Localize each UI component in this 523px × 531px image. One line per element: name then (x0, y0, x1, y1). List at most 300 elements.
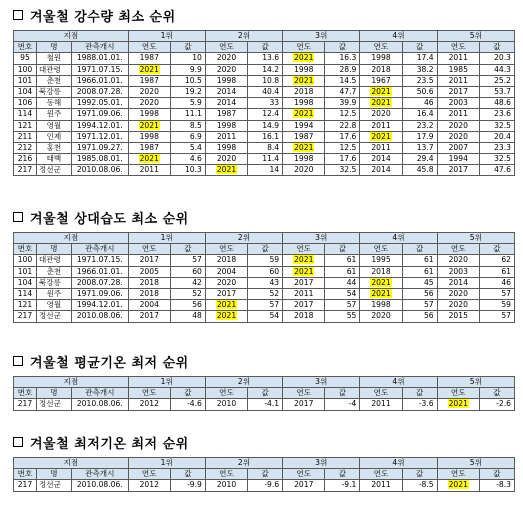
rank-value: 14.5 (325, 75, 360, 86)
header-year: 연도 (128, 469, 170, 480)
rank-year: 1998 (283, 64, 325, 75)
subheader-row (14, 244, 515, 255)
station-number: 121 (14, 300, 37, 311)
station-name: 정선군 (36, 399, 71, 410)
station-name: 북강릉 (36, 86, 71, 97)
rank-value: 57 (402, 300, 437, 311)
highlight-year: 2021 (216, 300, 237, 310)
header-station: 지점 (14, 233, 129, 244)
table-row (14, 399, 515, 410)
rank-value: 12.5 (325, 109, 360, 120)
rank-year: 2020 (283, 165, 325, 176)
section-title: 겨울철 최저기온 최저 순위 (13, 433, 515, 451)
rank-value: 17.6 (325, 131, 360, 142)
header-year: 연도 (205, 388, 247, 399)
rank-year: 1998 (205, 120, 247, 131)
header-value: 값 (248, 388, 283, 399)
rank-year: 2014 (360, 165, 402, 176)
header-year: 연도 (437, 388, 479, 399)
rank-year: 1987 (128, 142, 170, 153)
checkbox-square-icon (13, 356, 23, 366)
rank-year: 2020 (205, 53, 247, 64)
rank-year (360, 98, 402, 109)
rank-value: 44.3 (479, 64, 514, 75)
rank-value: 16.1 (248, 131, 283, 142)
rank-value: 54 (248, 311, 283, 322)
rank-year: 2014 (360, 154, 402, 165)
header-rank: 1위 (128, 377, 205, 388)
highlight-year: 2021 (371, 131, 391, 141)
table-row (14, 300, 515, 311)
station-number: 114 (14, 109, 37, 120)
station-name: 정선군 (36, 165, 71, 176)
rank-value: 59 (479, 300, 514, 311)
rank-year: 2012 (128, 480, 170, 491)
header-year: 연도 (360, 469, 402, 480)
rank-year: 1998 (283, 154, 325, 165)
header-no: 번호 (14, 469, 37, 480)
rank-year (360, 288, 402, 299)
rank-value: 61 (479, 266, 514, 277)
rank-year: 1998 (283, 98, 325, 109)
rank-year: 2012 (128, 399, 170, 410)
header-row (14, 233, 515, 244)
rank-value: 62 (479, 255, 514, 266)
rank-year: 1998 (128, 109, 170, 120)
rank-value: 47.6 (479, 165, 514, 176)
station-number: 100 (14, 64, 37, 75)
station-name: 홍천 (36, 142, 71, 153)
rank-year: 2003 (437, 266, 479, 277)
station-name: 태백 (36, 154, 71, 165)
rank-value: 12.5 (325, 142, 360, 153)
station-number: 216 (14, 154, 37, 165)
station-name: 북강릉 (36, 277, 71, 288)
rank-value: 10 (170, 53, 205, 64)
rank-year: 2011 (360, 399, 402, 410)
rank-value: 60 (170, 266, 205, 277)
rank-value: 42 (170, 277, 205, 288)
header-rank: 5위 (437, 233, 514, 244)
header-row (14, 458, 515, 469)
header-year: 연도 (128, 388, 170, 399)
station-name: 대관령 (36, 255, 71, 266)
rank-value: 32.5 (479, 120, 514, 131)
rank-value: 28.9 (325, 64, 360, 75)
section-winter-humidity (13, 208, 515, 323)
rank-year: 2010 (205, 399, 247, 410)
rank-value: 61 (325, 255, 360, 266)
highlight-year: 2021 (294, 266, 314, 276)
rank-value: 33 (248, 98, 283, 109)
table-row (14, 64, 515, 75)
header-value: 값 (479, 42, 514, 53)
observation-start: 1971.12.01. (71, 131, 128, 142)
rank-year (128, 154, 170, 165)
rank-year: 2020 (360, 109, 402, 120)
rank-year: 2015 (437, 311, 479, 322)
rank-year (360, 86, 402, 97)
rank-year (205, 300, 247, 311)
rank-value: 43 (248, 277, 283, 288)
rank-value: -3.6 (402, 399, 437, 410)
rank-year (283, 53, 325, 64)
header-year: 연도 (128, 244, 170, 255)
rank-value: 52 (170, 288, 205, 299)
rank-year: 1998 (360, 53, 402, 64)
header-station: 지점 (14, 31, 129, 42)
observation-start: 1971.09.06. (71, 288, 128, 299)
observation-start: 1966.01.01. (71, 266, 128, 277)
rank-year: 1987 (283, 131, 325, 142)
header-year: 연도 (360, 244, 402, 255)
rank-value: 23.5 (402, 75, 437, 86)
rank-value: 61 (402, 266, 437, 277)
rank-year: 1987 (128, 53, 170, 64)
header-value: 값 (248, 244, 283, 255)
rank-year: 2017 (283, 480, 325, 491)
rank-year: 1985 (437, 64, 479, 75)
header-row (14, 377, 515, 388)
station-number: 101 (14, 75, 37, 86)
rank-value: 22.8 (325, 120, 360, 131)
highlight-year: 2021 (371, 87, 391, 97)
station-number: 211 (14, 131, 37, 142)
rank-year: 2011 (360, 480, 402, 491)
rank-year (283, 142, 325, 153)
rank-year: 2017 (205, 288, 247, 299)
rank-value: 14 (248, 165, 283, 176)
observation-start: 1971.09.06. (71, 109, 128, 120)
header-name: 명 (36, 388, 71, 399)
checkbox-square-icon (13, 437, 23, 447)
header-no: 번호 (14, 42, 37, 53)
rank-year: 2018 (128, 288, 170, 299)
header-rank: 5위 (437, 31, 514, 42)
header-rank: 4위 (360, 458, 437, 469)
rank-value: 12.4 (248, 109, 283, 120)
rank-year: 2017 (283, 399, 325, 410)
station-number: 104 (14, 86, 37, 97)
rank-year (128, 120, 170, 131)
header-rank: 5위 (437, 377, 514, 388)
rank-value: 61 (325, 266, 360, 277)
rank-value: 10.8 (248, 75, 283, 86)
rank-year: 2014 (205, 98, 247, 109)
rank-year (437, 399, 479, 410)
rank-value: -9.6 (248, 480, 283, 491)
highlight-year: 2021 (294, 109, 314, 119)
rank-value: 10.3 (170, 165, 205, 176)
rank-value: 57 (248, 300, 283, 311)
header-value: 값 (402, 469, 437, 480)
rank-value: 17.4 (402, 53, 437, 64)
header-year: 연도 (360, 42, 402, 53)
header-rank: 4위 (360, 233, 437, 244)
rank-value: 50.6 (402, 86, 437, 97)
header-value: 값 (325, 469, 360, 480)
rank-year: 2004 (128, 300, 170, 311)
rank-year (283, 255, 325, 266)
rank-value: 25.2 (479, 75, 514, 86)
header-start: 관측개시 (71, 244, 128, 255)
checkbox-square-icon (13, 212, 23, 222)
rank-value: 60 (248, 266, 283, 277)
station-name: 인제 (36, 131, 71, 142)
rank-value: 38.2 (402, 64, 437, 75)
station-name: 정선군 (36, 311, 71, 322)
observation-start: 1992.05.01. (71, 98, 128, 109)
observation-start: 2010.08.06. (71, 399, 128, 410)
header-value: 값 (170, 42, 205, 53)
header-year: 연도 (283, 388, 325, 399)
rank-year: 2011 (205, 131, 247, 142)
rank-value: 54 (325, 288, 360, 299)
rank-year: 2020 (205, 64, 247, 75)
rank-value: 40.4 (248, 86, 283, 97)
rank-year: 2005 (128, 266, 170, 277)
station-number: 217 (14, 399, 37, 410)
station-number: 114 (14, 288, 37, 299)
header-rank: 2위 (205, 233, 282, 244)
rank-value: 10.5 (170, 75, 205, 86)
rank-value: 45.8 (402, 165, 437, 176)
header-rank: 3위 (283, 233, 360, 244)
station-name: 원주 (36, 109, 71, 120)
rank-value: 55 (325, 311, 360, 322)
header-rank: 3위 (283, 31, 360, 42)
table-row (14, 131, 515, 142)
table-row (14, 165, 515, 176)
highlight-year: 2021 (139, 154, 159, 164)
header-no: 번호 (14, 388, 37, 399)
section-winter-avg-temp (13, 352, 515, 411)
table-row (14, 53, 515, 64)
rank-value: -8.5 (402, 480, 437, 491)
rank-year: 2020 (437, 120, 479, 131)
ranking-table (13, 232, 515, 323)
station-number: 217 (14, 165, 37, 176)
header-year: 연도 (205, 42, 247, 53)
highlight-year: 2021 (139, 64, 159, 74)
rank-year (205, 311, 247, 322)
rank-year (205, 165, 247, 176)
station-number: 217 (14, 480, 37, 491)
header-year: 연도 (205, 244, 247, 255)
observation-start: 2010.08.06. (71, 165, 128, 176)
header-value: 값 (479, 244, 514, 255)
rank-value: 19.2 (170, 86, 205, 97)
rank-value: -9.1 (325, 480, 360, 491)
rank-year: 1998 (360, 300, 402, 311)
station-number: 106 (14, 98, 37, 109)
table-row (14, 109, 515, 120)
observation-start: 1985.08.01. (71, 154, 128, 165)
rank-year: 1987 (205, 109, 247, 120)
header-value: 값 (325, 388, 360, 399)
rank-year: 2020 (437, 131, 479, 142)
rank-year: 2018 (360, 64, 402, 75)
table-row (14, 75, 515, 86)
observation-start: 1971.09.27. (71, 142, 128, 153)
observation-start: 2010.08.06. (71, 480, 128, 491)
header-year: 연도 (437, 244, 479, 255)
rank-value: -4 (325, 399, 360, 410)
header-rank: 2위 (205, 31, 282, 42)
rank-value: 45 (402, 277, 437, 288)
header-value: 값 (325, 244, 360, 255)
highlight-year: 2021 (448, 480, 468, 490)
rank-value: 20.4 (479, 131, 514, 142)
header-name: 명 (36, 42, 71, 53)
table-row (14, 266, 515, 277)
rank-year: 2018 (205, 255, 247, 266)
header-year: 연도 (437, 469, 479, 480)
highlight-year: 2021 (294, 75, 314, 85)
header-value: 값 (402, 244, 437, 255)
subheader-row (14, 42, 515, 53)
rank-value: 46 (479, 277, 514, 288)
header-rank: 3위 (283, 458, 360, 469)
rank-year: 2011 (437, 75, 479, 86)
header-name: 명 (36, 244, 71, 255)
rank-value: 17.6 (325, 154, 360, 165)
rank-value: 5.4 (170, 142, 205, 153)
rank-value: 11.4 (248, 154, 283, 165)
rank-value: 13.7 (402, 142, 437, 153)
rank-year: 2018 (283, 86, 325, 97)
station-name: 원주 (36, 288, 71, 299)
rank-value: 5.9 (170, 98, 205, 109)
header-start: 관측개시 (71, 469, 128, 480)
rank-year: 2017 (283, 277, 325, 288)
rank-value: 16.3 (325, 53, 360, 64)
rank-value: 53.7 (479, 86, 514, 97)
rank-year: 2018 (283, 311, 325, 322)
highlight-year: 2021 (371, 98, 391, 108)
rank-year: 2020 (437, 300, 479, 311)
station-name: 영월 (36, 300, 71, 311)
station-name: 정선군 (36, 480, 71, 491)
rank-year: 2017 (128, 311, 170, 322)
header-row (14, 31, 515, 42)
station-name: 영월 (36, 120, 71, 131)
rank-year: 2017 (437, 165, 479, 176)
highlight-year: 2021 (294, 53, 314, 63)
ranking-table (13, 376, 515, 411)
section-title: 겨울철 상대습도 최소 순위 (13, 208, 515, 226)
section-winter-precipitation (13, 6, 515, 176)
header-rank: 2위 (205, 377, 282, 388)
header-rank: 5위 (437, 458, 514, 469)
table-row (14, 120, 515, 131)
header-year: 연도 (128, 42, 170, 53)
rank-year: 2020 (128, 86, 170, 97)
station-name: 철원 (36, 53, 71, 64)
header-no: 번호 (14, 244, 37, 255)
checkbox-square-icon (13, 10, 23, 20)
highlight-year: 2021 (294, 142, 314, 152)
header-rank: 1위 (128, 458, 205, 469)
rank-year: 2011 (360, 142, 402, 153)
rank-year: 2003 (437, 98, 479, 109)
rank-year (283, 109, 325, 120)
rank-year (128, 64, 170, 75)
header-year: 연도 (283, 469, 325, 480)
rank-value: 8.4 (248, 142, 283, 153)
station-number: 95 (14, 53, 37, 64)
rank-year: 2020 (437, 255, 479, 266)
observation-start: 1994.12.01. (71, 120, 128, 131)
highlight-year: 2021 (371, 289, 391, 299)
rank-value: -9.9 (170, 480, 205, 491)
section-title: 겨울철 강수량 최소 순위 (13, 6, 515, 24)
rank-year: 1967 (360, 75, 402, 86)
rank-year: 1987 (128, 75, 170, 86)
rank-value: 4.6 (170, 154, 205, 165)
rank-year: 2014 (437, 277, 479, 288)
rank-value: 32.5 (325, 165, 360, 176)
highlight-year: 2021 (216, 165, 237, 175)
table-row (14, 86, 515, 97)
header-rank: 1위 (128, 31, 205, 42)
rank-value: -8.3 (479, 480, 514, 491)
station-name: 춘천 (36, 266, 71, 277)
station-number: 217 (14, 311, 37, 322)
observation-start: 1988.01.01. (71, 53, 128, 64)
header-station: 지점 (14, 377, 129, 388)
rank-value: -4.1 (248, 399, 283, 410)
rank-value: 56 (170, 300, 205, 311)
rank-value: 32.5 (479, 154, 514, 165)
rank-year: 2007 (437, 142, 479, 153)
rank-value: 57 (325, 300, 360, 311)
rank-value: 8.5 (170, 120, 205, 131)
rank-value: 57 (479, 311, 514, 322)
header-rank: 3위 (283, 377, 360, 388)
rank-value: 16.4 (402, 109, 437, 120)
rank-value: 47.7 (325, 86, 360, 97)
rank-year: 2010 (205, 480, 247, 491)
station-number: 100 (14, 255, 37, 266)
observation-start: 2008.07.28. (71, 277, 128, 288)
rank-value: 57 (170, 255, 205, 266)
rank-year: 2018 (360, 266, 402, 277)
rank-year (360, 277, 402, 288)
header-value: 값 (479, 469, 514, 480)
observation-start: 2010.08.06. (71, 311, 128, 322)
subheader-row (14, 388, 515, 399)
table-row (14, 98, 515, 109)
header-value: 값 (170, 388, 205, 399)
rank-value: 29.4 (402, 154, 437, 165)
header-value: 값 (402, 388, 437, 399)
station-number: 104 (14, 277, 37, 288)
header-year: 연도 (283, 244, 325, 255)
section-title: 겨울철 평균기온 최저 순위 (13, 352, 515, 370)
observation-start: 1971.07.15. (71, 64, 128, 75)
rank-value: 57 (479, 288, 514, 299)
header-value: 값 (170, 469, 205, 480)
header-year: 연도 (283, 42, 325, 53)
highlight-year: 2021 (139, 120, 159, 130)
rank-year: 2017 (128, 255, 170, 266)
rank-value: 11.1 (170, 109, 205, 120)
table-row (14, 255, 515, 266)
table-row (14, 142, 515, 153)
rank-value: 44 (325, 277, 360, 288)
observation-start: 1966.01.01. (71, 75, 128, 86)
